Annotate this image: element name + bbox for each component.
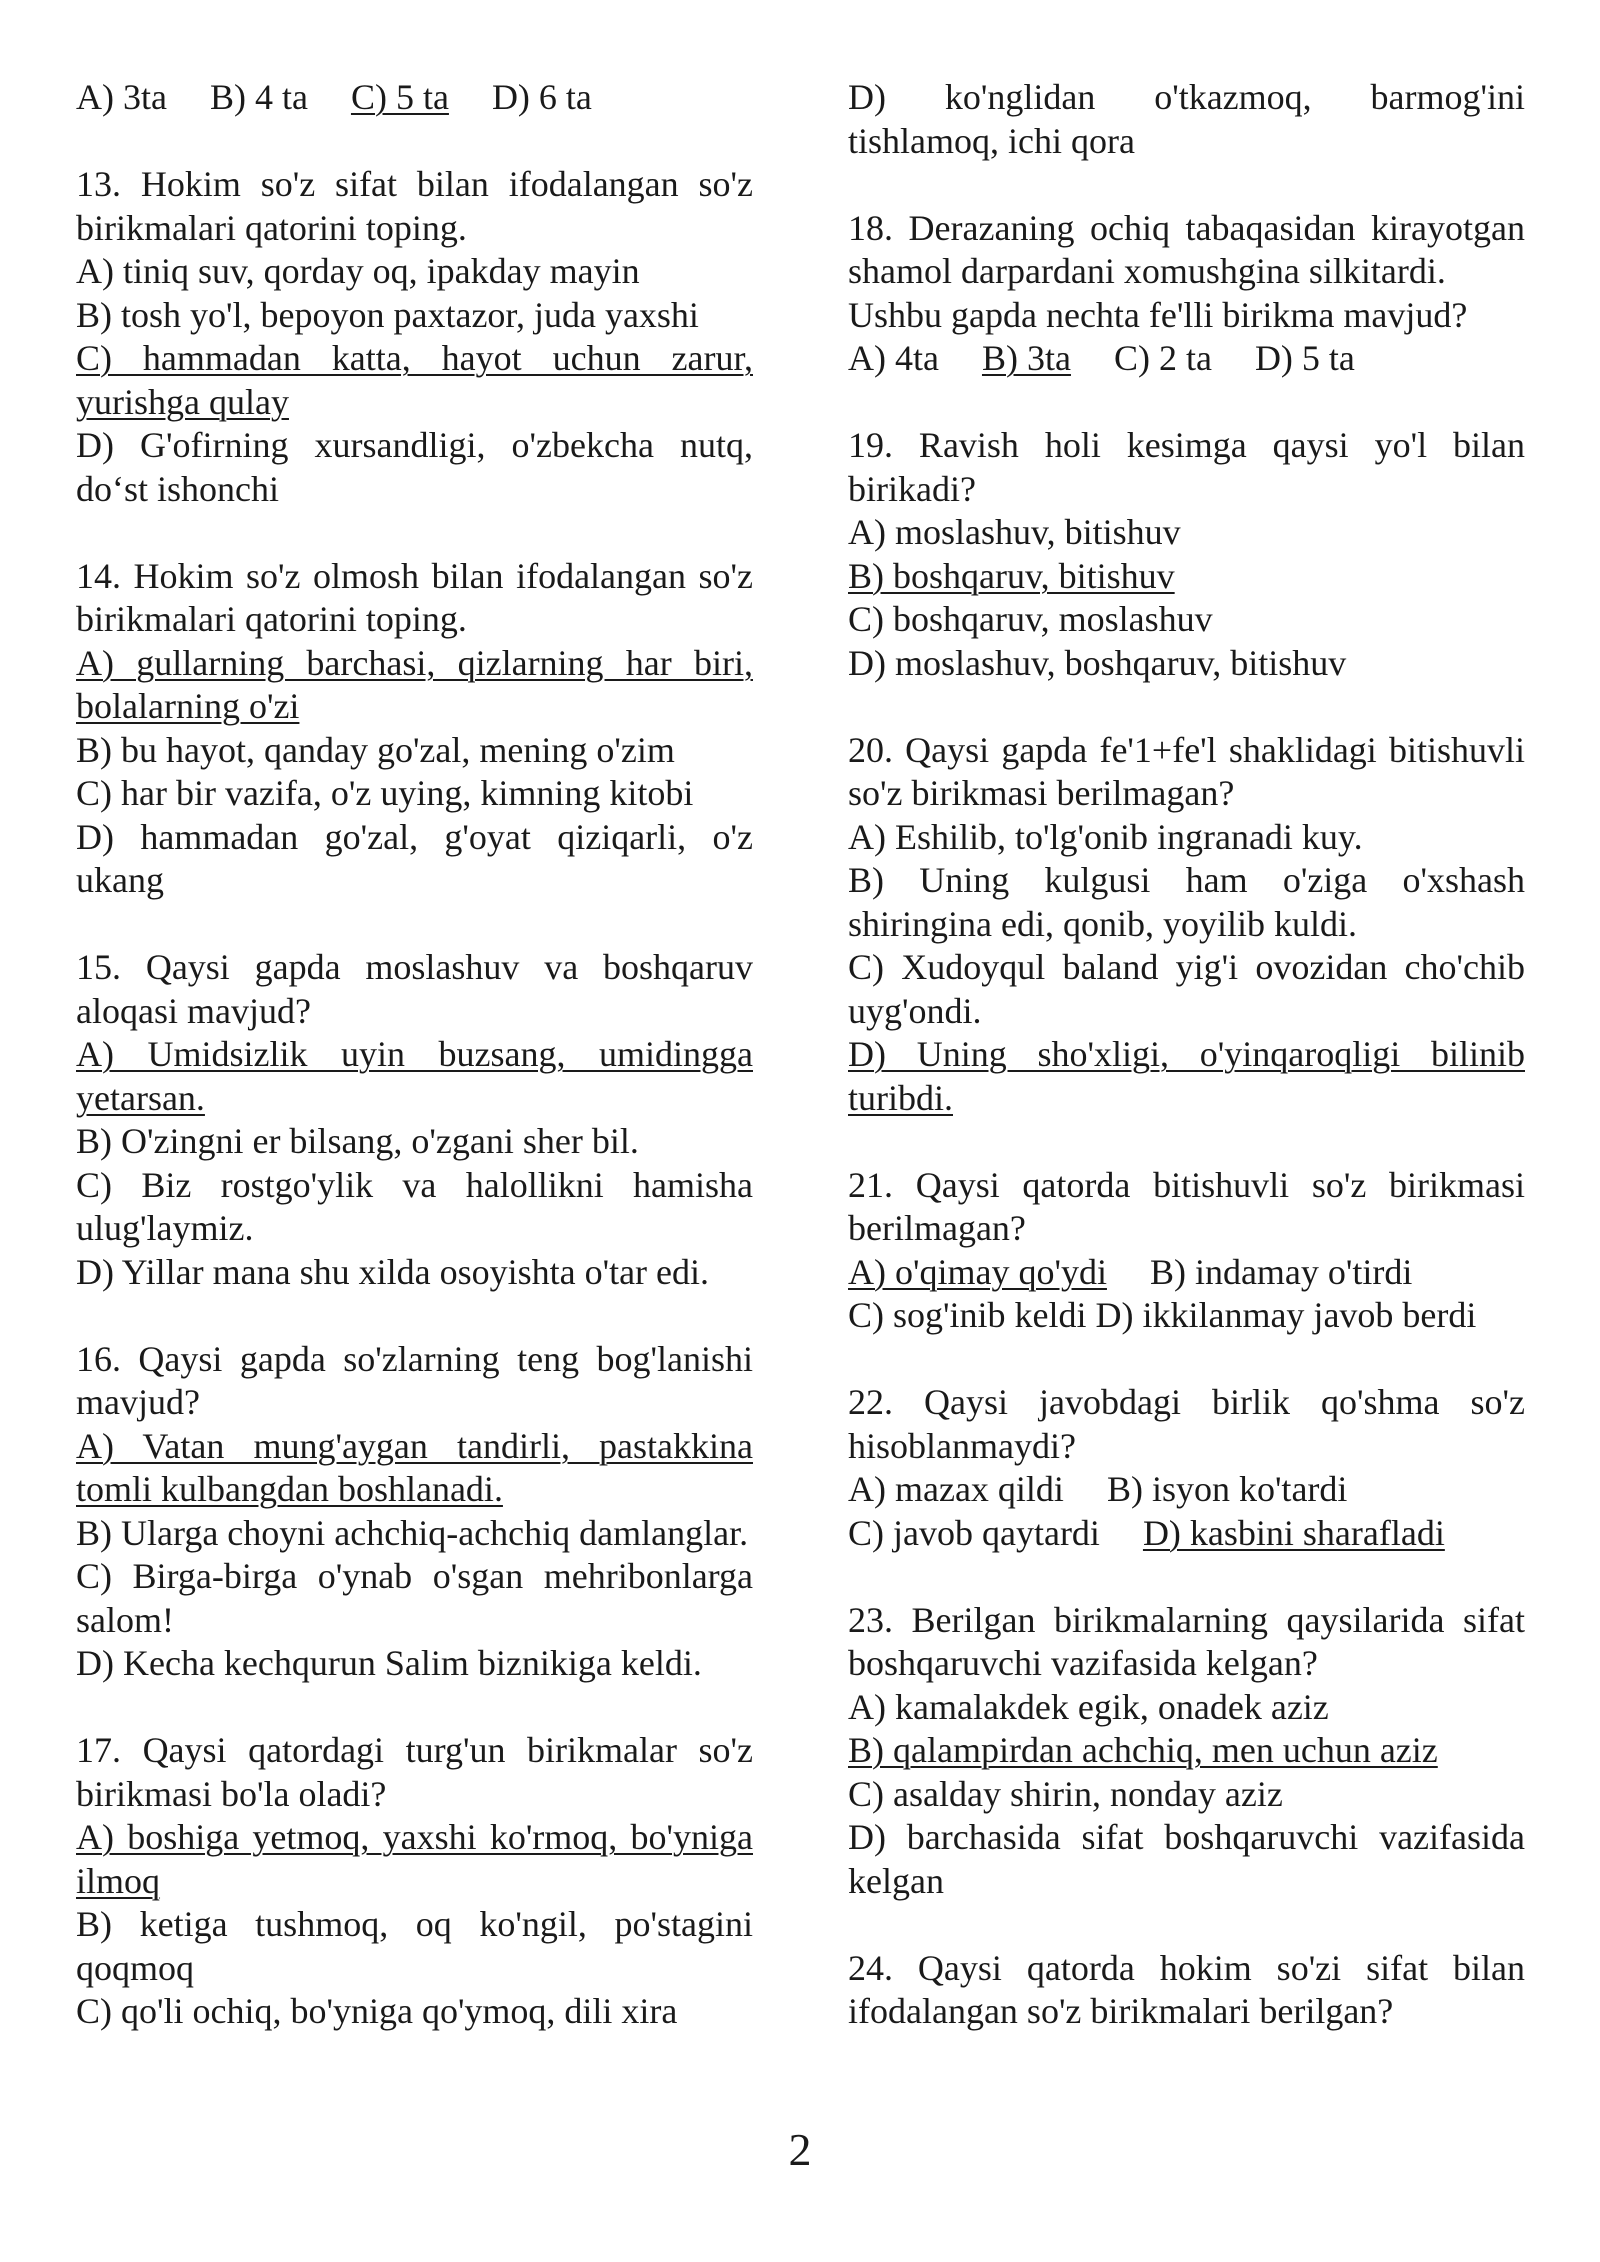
- right-column: [848, 76, 1525, 2034]
- question-22: [848, 1381, 1525, 1555]
- question-text: 18. Derazaning ochiq tabaqasidan kirayotgan shamol darpardani xomushgina silkitardi.: [848, 207, 1525, 291]
- answer-d: D) 6 ta: [491, 77, 592, 117]
- answer-b: B) Ularga choyni achchiq-achchiq damlanglar.: [76, 1512, 749, 1553]
- question-18: [848, 207, 1525, 381]
- question-text: 15. Qaysi gapda moslashuv va boshqaruv aloqasi mavjud?: [76, 947, 753, 1031]
- answer-c: C) sog'inib keldi: [848, 1295, 1087, 1335]
- answers-row-2: [848, 1512, 1525, 1556]
- answer-c: C) boshqaruv, moslashuv: [848, 599, 1213, 639]
- answer-a-correct: A) Umidsizlik uyin buzsang, umidingga yetarsan.: [76, 1034, 753, 1118]
- answer-b: B) tosh yo'l, bepoyon paxtazor, juda yaxshi: [76, 294, 699, 335]
- answer-d: D) Kecha kechqurun Salim biznikiga keldi.: [76, 1643, 702, 1683]
- answer-c: C) Biz rostgo'ylik va halollikni hamisha ulug'laymiz.: [76, 1164, 753, 1248]
- answers-row-1: [848, 1468, 1525, 1512]
- answer-d: D) 5 ta: [1254, 338, 1355, 378]
- answer-b: B) Uning kulgusi ham o'ziga o'xshash shiringina edi, qonib, yoyilib kuldi.: [848, 860, 1525, 944]
- answer-a-correct: A) boshiga yetmoq, yaxshi ko'rmoq, bo'yniga ilmoq: [76, 1817, 753, 1901]
- answer-c: C) qo'li ochiq, bo'yniga qo'ymoq, dili xira: [76, 1991, 678, 2031]
- answer-a: A) 4ta: [848, 338, 939, 378]
- question-text: 20. Qaysi gapda fe'1+fe'l shaklidagi bitishuvli so'z birikmasi berilmagan?: [848, 729, 1525, 813]
- answer-a: A) kamalakdek egik, onadek aziz: [848, 1686, 1329, 1727]
- question-text: 19. Ravish holi kesimga qaysi yo'l bilan birikadi?: [848, 425, 1525, 509]
- answer-a: A) Eshilib, to'lg'onib ingranadi kuy.: [848, 816, 1363, 857]
- question-text: 13. Hokim so'z sifat bilan ifodalangan so'z birikmalari qatorini toping.: [76, 164, 753, 248]
- question-text: 23. Berilgan birikmalarning qaysilarida sifat boshqaruvchi vazifasida kelgan?: [848, 1599, 1525, 1683]
- question-13: [76, 163, 753, 511]
- question-12-answers: [76, 76, 753, 120]
- answer-c: C) har bir vazifa, o'z uying, kimning kitobi: [76, 773, 694, 813]
- question-15: [76, 946, 753, 1294]
- question-text: 16. Qaysi gapda so'zlarning teng bog'lanishi mavjud?: [76, 1338, 753, 1422]
- answer-d: D) hammadan go'zal, g'oyat qiziqarli, o'z ukang: [76, 816, 753, 900]
- answer-c: C) Xudoyqul baland yig'i ovozidan cho'chib uyg'ondi.: [848, 947, 1525, 1031]
- question-text: 22. Qaysi javobdagi birlik qo'shma so'z hisoblanmaydi?: [848, 1382, 1525, 1466]
- answer-a: A) 3ta: [76, 77, 167, 117]
- answer-b-correct: B) boshqaruv, bitishuv: [848, 555, 1175, 596]
- answer-a-correct: A) o'qimay qo'ydi: [848, 1251, 1107, 1292]
- answer-c: C) javob qaytardi: [848, 1512, 1100, 1553]
- question-21: [848, 1164, 1525, 1338]
- question-text: 21. Qaysi qatorda bitishuvli so'z birikmasi berilmagan?: [848, 1164, 1525, 1248]
- answer-b-correct: B) 3ta: [981, 338, 1071, 378]
- question-17: [76, 1729, 753, 2034]
- answer-b-correct: B) qalampirdan achchiq, men uchun aziz: [848, 1730, 1438, 1770]
- question-subtext: Ushbu gapda nechta fe'lli birikma mavjud?: [848, 294, 1468, 335]
- answer-d-correct: D) kasbini sharafladi: [1142, 1512, 1445, 1553]
- answer-c: C) Birga-birga o'ynab o'sgan mehribonlarga salom!: [76, 1556, 753, 1640]
- answer-a-correct: A) Vatan mung'aygan tandirli, pastakkina tomli kulbangdan boshlanadi.: [76, 1425, 753, 1509]
- question-16: [76, 1338, 753, 1686]
- question-23: [848, 1599, 1525, 1904]
- answer-b: B) O'zingni er bilsang, o'zgani sher bil.: [76, 1121, 639, 1161]
- question-text: 24. Qaysi qatorda hokim so'zi sifat bilan ifodalangan so'z birikmalari berilgan?: [848, 1947, 1525, 2031]
- answer-b: B) 4 ta: [209, 77, 308, 117]
- answer-d: D) barchasida sifat boshqaruvchi vazifasida kelgan: [848, 1817, 1525, 1901]
- question-14: [76, 555, 753, 903]
- answer-d: D) moslashuv, boshqaruv, bitishuv: [848, 642, 1347, 683]
- answer-c-correct: C) 5 ta: [350, 77, 449, 117]
- answer-c: C) 2 ta: [1113, 338, 1212, 378]
- answer-b: B) ketiga tushmoq, oq ko'ngil, po'stagini qoqmoq: [76, 1904, 753, 1988]
- question-20: [848, 729, 1525, 1121]
- answers-row-2: [848, 1294, 1525, 1338]
- answer-c: C) asalday shirin, nonday aziz: [848, 1773, 1283, 1814]
- question-24: [848, 1947, 1525, 2034]
- answer-d: D) ko'nglidan o'tkazmoq, barmog'ini tishlamoq, ichi qora: [848, 77, 1525, 161]
- answer-a: A) mazax qildi: [848, 1469, 1064, 1509]
- answer-d: D) Yillar mana shu xilda osoyishta o'tar edi.: [76, 1251, 710, 1292]
- answer-b: B) indamay o'tirdi: [1149, 1251, 1413, 1292]
- answer-a: A) moslashuv, bitishuv: [848, 512, 1181, 552]
- answers-row: [848, 337, 1525, 381]
- answer-d: D) G'ofirning xursandligi, o'zbekcha nutq, doʻst ishonchi: [76, 425, 753, 509]
- answers-row-1: [848, 1251, 1525, 1295]
- question-text: 14. Hokim so'z olmosh bilan ifodalangan so'z birikmalari qatorini toping.: [76, 555, 753, 639]
- answer-a-correct: A) gullarning barchasi, qizlarning har biri, bolalarning o'zi: [76, 642, 753, 726]
- answer-c-correct: C) hammadan katta, hayot uchun zarur, yurishga qulay: [76, 338, 753, 422]
- question-17-continued: [848, 76, 1525, 163]
- page-number: 2: [788, 2124, 812, 2175]
- left-column: [76, 76, 753, 2034]
- answer-a: A) tiniq suv, qorday oq, ipakday mayin: [76, 251, 640, 291]
- answer-d-correct: D) Uning sho'xligi, o'yinqaroqligi bilinib turibdi.: [848, 1034, 1525, 1118]
- answer-d: D) ikkilanmay javob berdi: [1095, 1295, 1477, 1335]
- question-19: [848, 424, 1525, 685]
- question-text: 17. Qaysi qatordagi turg'un birikmalar so'z birikmasi bo'la oladi?: [76, 1730, 753, 1814]
- answer-b: B) bu hayot, qanday go'zal, mening o'zim: [76, 729, 675, 770]
- answer-b: B) isyon ko'tardi: [1106, 1469, 1348, 1509]
